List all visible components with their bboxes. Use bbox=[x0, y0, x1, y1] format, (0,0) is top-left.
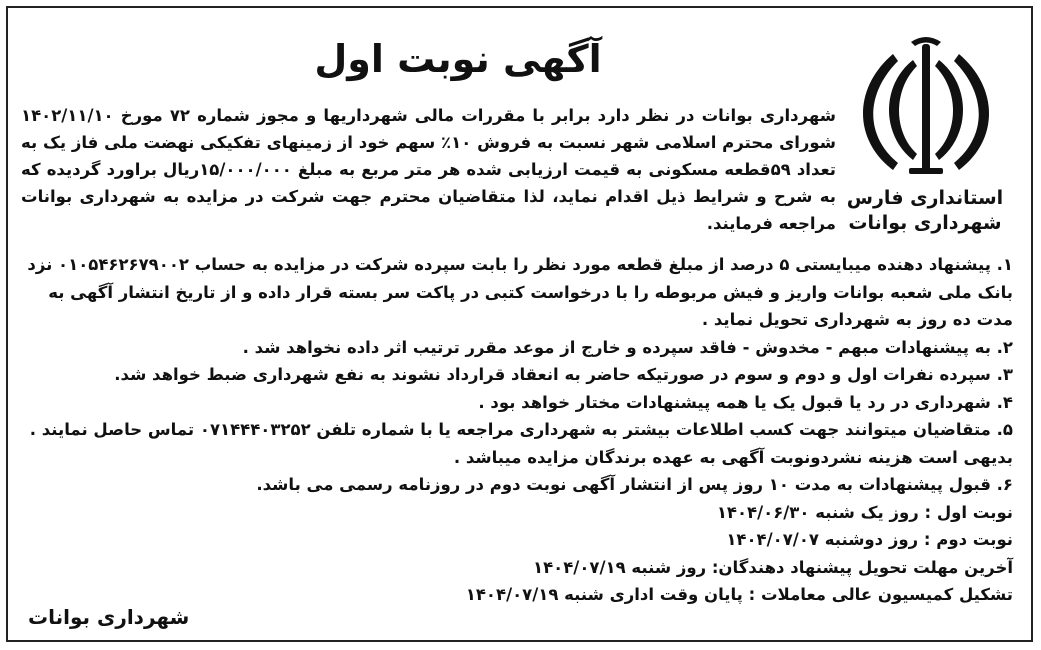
intro-paragraph: شهرداری بوانات در نظر دارد برابر با مقررات مالی شهرداریها و مجوز شماره ۷۲ مورخ ۱۴۰۲/۱۱/۱۰ شورای محترم اسلامی شهر نسبت به فروش ۱۰٪ سهم خود از زمینهای تفکیکی نهضت ملی فاز یک به تعداد ۵۹قطعه مسکونی به قیمت ارزیابی شده هر متر مربع به مبلغ ۱۵/۰۰۰/۰۰۰ریال براورد گردیده که به شرح و شرایط ذیل اقدام نماید، لذا متقاضیان محترم جهت شرکت در مزایده به شهرداری بوانات مراجعه فرمایند. bbox=[21, 106, 836, 233]
clause-5: ۵. متقاضیان میتوانند جهت کسب اطلاعات بیشتر به شهرداری مراجعه یا با شماره تلفن ۰۷۱۴۴۴۰۳۲۵۲ تماس حاصل نمایند . بدیهی است هزینه نشردونوبت آگهی به عهده برندگان مزایده میباشد . bbox=[29, 420, 1013, 467]
schedule-commission: تشکیل کمیسیون عالی معاملات : پایان وقت اداری شنبه ۱۴۰۴/۰۷/۱۹ bbox=[465, 585, 1013, 604]
clause-6: ۶. قبول پیشنهادات به مدت ۱۰ روز پس از انتشار آگهی نوبت دوم در روزنامه رسمی می باشد. bbox=[256, 475, 1013, 494]
footer-signature: شهرداری بوانات bbox=[28, 605, 190, 629]
clause-1: ۱. پیشنهاد دهنده میبایستی ۵ درصد از مبلغ قطعه مورد نظر را بابت سپرده شرکت در مزایده به حساب ۰۱۰۵۴۶۲۶۷۹۰۰۲ نزد بانک ملی شعبه بوانات واریز و فیش مربوطه را با درخواست کتبی در پاکت سر بسته قرار داده و از تاریخ انتشار آگهی به مدت ده روز به شهرداری تحویل نماید . bbox=[27, 255, 1013, 329]
issuer-block bbox=[837, 186, 1013, 236]
clause-2: ۲. به پیشنهادات مبهم - مخدوش - فاقد سپرده و خارج از موعد مقرر ترتیب اثر داده نخواهد شد . bbox=[242, 337, 1013, 357]
clause-4: ۴. شهرداری در رد یا قبول یک یا همه پیشنهادات مختار خواهد بود . bbox=[478, 392, 1013, 412]
advertisement-frame bbox=[6, 6, 1033, 642]
issuer-municipality: شهرداری بوانات bbox=[848, 212, 1002, 234]
clause-3: ۳. سپرده نفرات اول و دوم و سوم در صورتیکه حاضر به انعقاد قرارداد نشوند به نفع شهرداری ضبط خواهد شد. bbox=[114, 365, 1013, 384]
schedule-first-round: نوبت اول : روز یک شنبه ۱۴۰۴/۰۶/۳۰ bbox=[716, 502, 1013, 522]
page-title: آگهی نوبت اول bbox=[314, 37, 602, 81]
iran-emblem-icon bbox=[851, 30, 1001, 180]
conditions-section bbox=[13, 251, 1013, 609]
schedule-deadline: آخرین مهلت تحویل پیشنهاد دهندگان: روز شنبه ۱۴۰۴/۰۷/۱۹ bbox=[533, 557, 1013, 577]
issuer-governorate: استانداری فارس bbox=[846, 187, 1004, 209]
schedule-second-round: نوبت دوم : روز دوشنبه ۱۴۰۴/۰۷/۰۷ bbox=[726, 530, 1013, 549]
